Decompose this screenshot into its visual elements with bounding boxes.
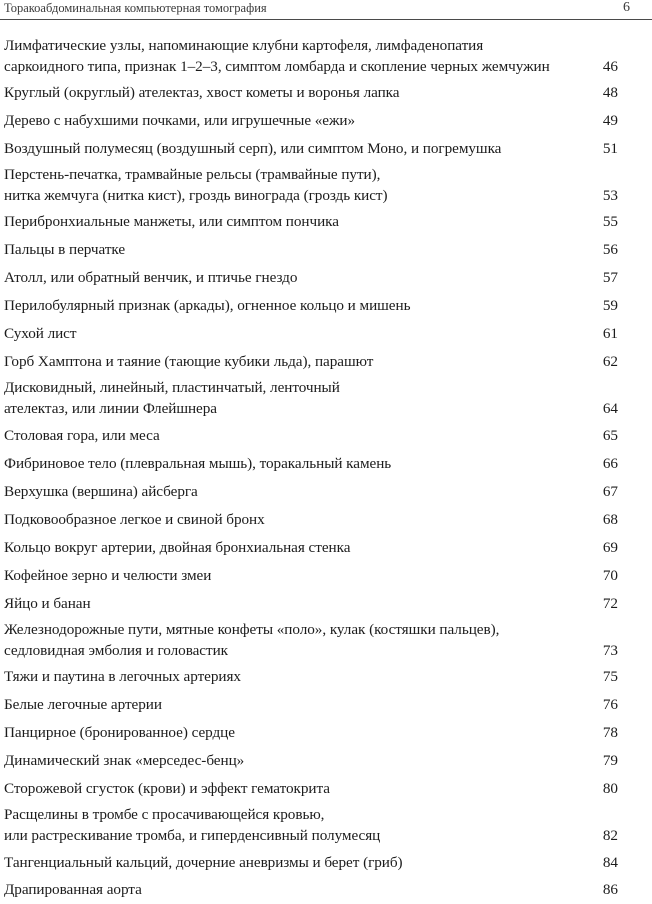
toc-entry[interactable]	[4, 778, 618, 799]
toc-entry-title: Перилобулярный признак (аркады), огненное кольцо и мишень	[4, 297, 411, 314]
toc-entry[interactable]	[4, 537, 618, 558]
toc-entry-page: 48	[602, 84, 618, 101]
toc-entry[interactable]	[4, 110, 618, 131]
toc-entry-page: 62	[602, 353, 618, 370]
toc-entry-title: Сторожевой сгусток (крови) и эффект гематокрита	[4, 780, 330, 797]
toc-entry[interactable]	[4, 593, 618, 614]
toc-entry[interactable]	[4, 879, 618, 900]
toc-entry-title: Столовая гора, или меса	[4, 427, 160, 444]
toc-entry-title: Панцирное (бронированное) сердце	[4, 724, 235, 741]
toc-entry-page: 69	[602, 539, 618, 556]
toc-entry-page: 46	[602, 58, 618, 75]
toc-entry-title: Перибронхиальные манжеты, или симптом пончика	[4, 213, 339, 230]
toc-entry-page: 76	[602, 696, 618, 713]
toc-entry-page: 73	[602, 642, 618, 659]
toc-entry-title: Сухой лист	[4, 325, 77, 342]
toc-entry-title: Белые легочные артерии	[4, 696, 162, 713]
toc-entry[interactable]	[4, 453, 618, 474]
header-title: Торакоабдоминальная компьютерная томография	[4, 1, 267, 15]
toc-entry-title: Перстень-печатка, трамвайные рельсы (трамвайные пути), нитка жемчуга (нитка кист), гроздь винограда (гроздь кист)	[4, 166, 388, 204]
toc-entry[interactable]	[4, 722, 618, 743]
toc-entry-page: 72	[602, 595, 618, 612]
toc-entry-title: Дерево с набухшими почками, или игрушечные «ежи»	[4, 112, 356, 129]
toc-entry[interactable]	[4, 82, 618, 103]
toc-entry-page: 59	[602, 297, 618, 314]
toc-entry[interactable]	[4, 351, 618, 372]
toc-entry-page: 82	[602, 827, 618, 844]
toc-entry-title: Воздушный полумесяц (воздушный серп), или симптом Моно, и погремушка	[4, 140, 502, 157]
toc-entry-page: 75	[602, 668, 618, 685]
toc-entry-title: Горб Хамптона и таяние (тающие кубики льда), парашют	[4, 353, 374, 370]
toc-entry-title: Кофейное зерно и челюсти змеи	[4, 567, 212, 584]
toc-entry-title: Атолл, или обратный венчик, и птичье гнездо	[4, 269, 298, 286]
toc-entry-title: Круглый (округлый) ателектаз, хвост кометы и воронья лапка	[4, 84, 400, 101]
toc-entry[interactable]	[4, 852, 618, 873]
toc-entry-page: 57	[602, 269, 618, 286]
toc-entry-page: 80	[602, 780, 618, 797]
toc-entry-page: 79	[602, 752, 618, 769]
toc-entry[interactable]	[4, 666, 618, 687]
toc-entry-page: 66	[602, 455, 618, 472]
toc-entry-title: Дисковидный, линейный, пластинчатый, ленточный ателектаз, или линии Флейшнера	[4, 379, 340, 417]
toc-entry-title: Драпированная аорта	[4, 881, 142, 898]
toc-entry-title: Динамический знак «мерседес-бенц»	[4, 752, 245, 769]
toc-entry-title: Яйцо и банан	[4, 595, 91, 612]
toc-entry-title: Кольцо вокруг артерии, двойная бронхиальная стенка	[4, 539, 351, 556]
toc-entry[interactable]	[4, 619, 618, 661]
toc-entry-page: 51	[602, 140, 618, 157]
toc-entry[interactable]	[4, 211, 618, 232]
toc-entry[interactable]	[4, 509, 618, 530]
toc-entry[interactable]	[4, 377, 618, 419]
toc-entry[interactable]	[4, 164, 618, 206]
toc-entry[interactable]	[4, 565, 618, 586]
toc-entry-page: 55	[602, 213, 618, 230]
toc-entry-title: Тангенциальный кальций, дочерние аневризмы и берет (гриб)	[4, 854, 403, 871]
toc-entry[interactable]	[4, 267, 618, 288]
toc-entry[interactable]	[4, 481, 618, 502]
toc-entry-title: Верхушка (вершина) айсберга	[4, 483, 198, 500]
toc-entry[interactable]	[4, 295, 618, 316]
toc-entry-page: 64	[602, 400, 618, 417]
toc-entry[interactable]	[4, 750, 618, 771]
toc-entry-page: 84	[602, 854, 618, 871]
toc-entry-page: 53	[602, 187, 618, 204]
toc-entry-title: Расщелины в тромбе с просачивающейся кровью, или растрескивание тромба, и гиперденсивный полумесяц	[4, 806, 381, 844]
header-page-number: 6	[623, 0, 630, 15]
toc-entry-page: 56	[602, 241, 618, 258]
toc-entry[interactable]	[4, 35, 618, 77]
toc-entry-page: 68	[602, 511, 618, 528]
toc-entry[interactable]	[4, 323, 618, 344]
toc-entry-title: Лимфатические узлы, напоминающие клубни картофеля, лимфаденопатия саркоидного типа, признак 1–2–3, симптом ломбарда и скопление черных жемчужин	[4, 37, 550, 75]
toc-entry[interactable]	[4, 425, 618, 446]
toc-entry-page: 86	[602, 881, 618, 898]
toc-entry[interactable]	[4, 239, 618, 260]
toc-entry-page: 78	[602, 724, 618, 741]
toc-entry-title: Тяжи и паутина в легочных артериях	[4, 668, 241, 685]
toc-entry-title: Пальцы в перчатке	[4, 241, 126, 258]
toc-entry[interactable]	[4, 804, 618, 846]
toc-entry-title: Подковообразное легкое и свиной бронх	[4, 511, 265, 528]
toc-entry-page: 65	[602, 427, 618, 444]
toc-entry-title: Железнодорожные пути, мятные конфеты «поло», кулак (костяшки пальцев), седловидная эмболия и головастик	[4, 621, 500, 659]
toc-entry[interactable]	[4, 138, 618, 159]
toc-entry-page: 70	[602, 567, 618, 584]
toc-entry-page: 61	[602, 325, 618, 342]
toc-entry[interactable]	[4, 694, 618, 715]
toc-entry-page: 67	[602, 483, 618, 500]
toc-entry-title: Фибриновое тело (плевральная мышь), торакальный камень	[4, 455, 392, 472]
toc-entry-page: 49	[602, 112, 618, 129]
